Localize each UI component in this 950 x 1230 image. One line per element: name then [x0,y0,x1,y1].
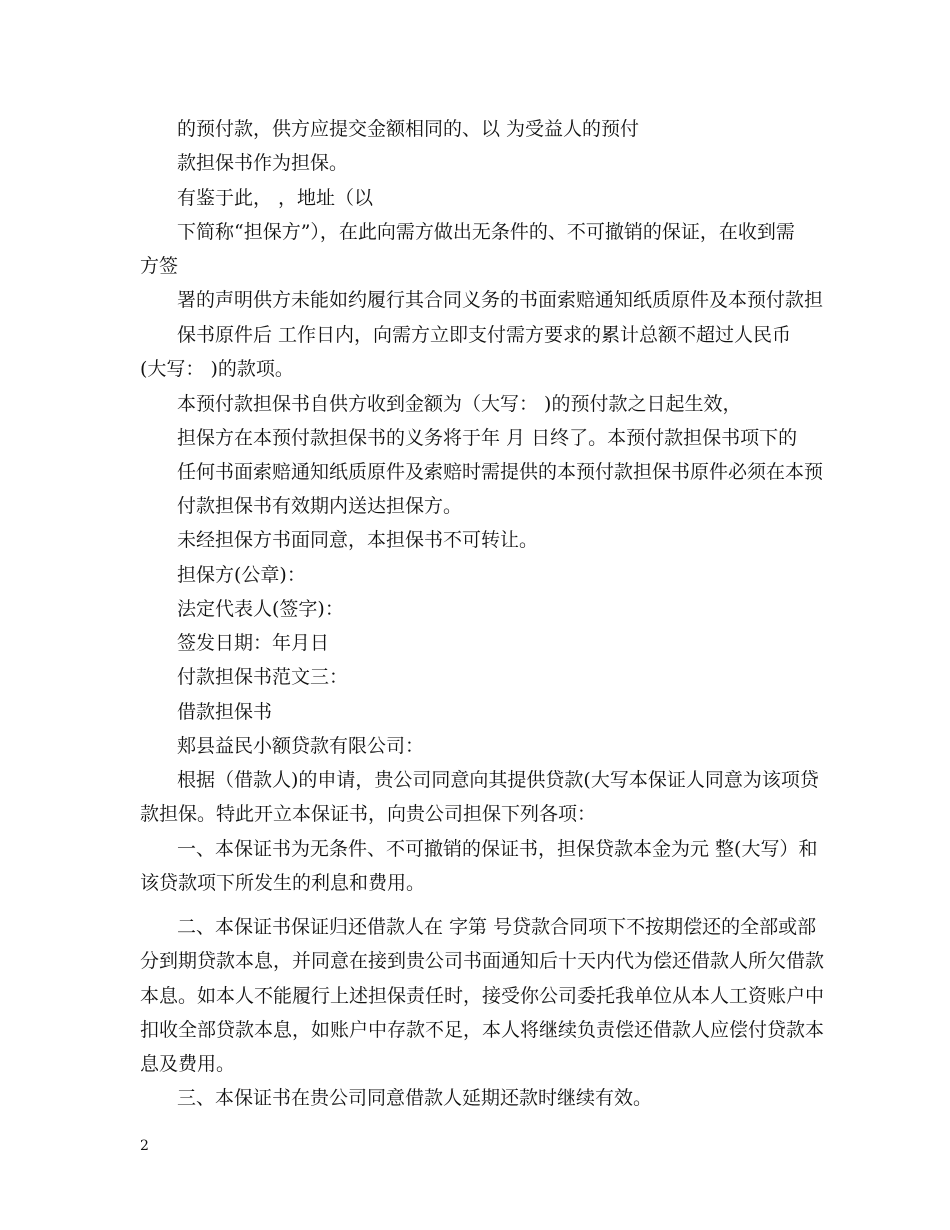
text-line: 的预付款，供方应提交金额相同的、以 为受益人的预付 [177,118,640,140]
text-line: 付款担保书有效期内送达担保方。 [177,495,463,517]
text-line: 郏县益民小额贷款有限公司： [177,735,425,757]
text-line: 法定代表人(签字)： [177,598,344,620]
text-line: 款担保。特此开立本保证书，向贵公司担保下列各项： [140,803,597,825]
text-line: 款担保书作为担保。 [177,152,349,174]
text-line: 担保方在本预付款担保书的义务将于年 月 日终了。本预付款担保书项下的 [177,427,798,449]
text-line: 三、本保证书在贵公司同意借款人延期还款时继续有效。 [177,1087,653,1109]
text-line: 署的声明供方未能如约履行其合同义务的书面索赔通知纸质原件及本预付款担 [177,289,824,311]
text-line: 根据（借款人)的申请，贵公司同意向其提供贷款(大写本保证人同意为该项贷 [177,769,819,791]
text-line: 本预付款担保书自供方收到金额为（大写： )的预付款之日起生效， [177,393,742,415]
text-line: 扣收全部贷款本息，如账户中存款不足，本人将继续负责偿还借款人应偿付贷款本 [140,1019,825,1041]
text-line: 本息。如本人不能履行上述担保责任时，接受你公司委托我单位从本人工资账户中 [140,985,825,1007]
text-line: 该贷款项下所发生的利息和费用。 [140,872,426,894]
text-line: (大写： )的款项。 [140,358,294,380]
text-line: 未经担保方书面同意，本担保书不可转让。 [177,529,539,551]
text-line: 二、本保证书保证归还借款人在 字第 号贷款合同项下不按期偿还的全部或部 [177,916,817,938]
text-line: 付款担保书范文三： [177,666,349,688]
text-line: 方签 [140,255,179,277]
text-line: 有鉴于此， ，地址（以 [177,187,374,209]
text-line: 息及费用。 [140,1053,236,1075]
text-line: 担保方(公章)： [177,564,306,586]
text-line: 保书原件后 工作日内，向需方立即支付需方要求的累计总额不超过人民币 [177,324,792,346]
page-number: 2 [140,1138,149,1154]
text-line: 分到期贷款本息，并同意在接到贵公司书面通知后十天内代为偿还借款人所欠借款 [140,950,825,972]
text-line: 任何书面索赔通知纸质原件及索赔时需提供的本预付款担保书原件必须在本预 [177,461,824,483]
text-line: 借款担保书 [177,701,273,723]
text-line: 签发日期：年月日 [177,632,330,654]
text-line: 一、本保证书为无条件、不可撤销的保证书，担保贷款本金为元 整(大写）和 [177,838,818,860]
text-line: 下简称“担保方”），在此向需方做出无条件的、不可撤销的保证，在收到需 [177,221,795,243]
